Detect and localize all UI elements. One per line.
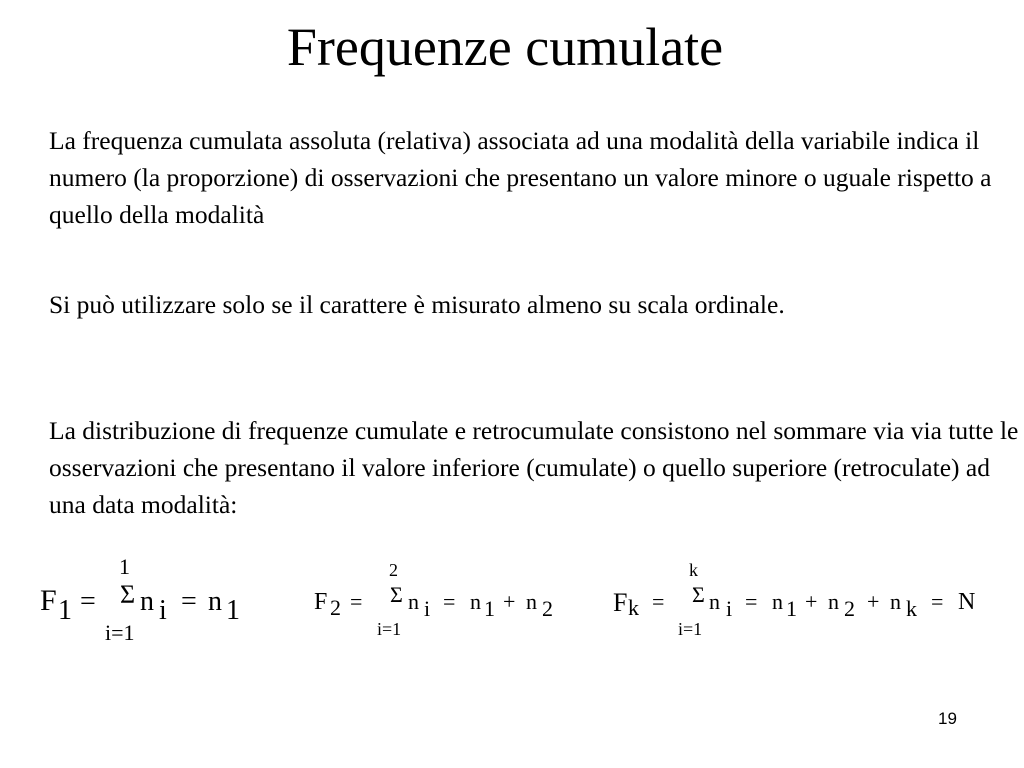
f2-sigma: Σ	[390, 582, 403, 607]
f1-F: F	[40, 584, 57, 617]
paragraph-definition: La frequenza cumulata assoluta (relativa) associata ad una modalità della variabile indica il numero (la proporzione) di osservazioni che presentano un valore minore o uguale rispetto a quello della modalità	[49, 126, 992, 229]
fk-nk: n	[890, 589, 901, 614]
f1-sum-lower: i=1	[105, 620, 135, 645]
f2-n1: n	[470, 589, 481, 614]
f1-n-sub: i	[159, 595, 167, 626]
f1-F-sub: 1	[58, 595, 72, 626]
page-number: 19	[938, 709, 957, 728]
fk-n2-sub: 2	[844, 596, 855, 621]
f1-equals: =	[80, 586, 96, 617]
fk-F: F	[613, 588, 628, 617]
f2-equals: =	[350, 589, 363, 614]
fk-sum-lower: i=1	[678, 619, 703, 639]
fk-equals-2: =	[745, 589, 758, 614]
f2-sum-upper: 2	[389, 560, 398, 580]
f1-rhs-n: n	[208, 586, 222, 617]
f2-plus: +	[503, 589, 516, 614]
f1-rhs-sub: 1	[226, 595, 240, 626]
f2-F-sub: 2	[330, 595, 341, 620]
f1-sigma: Σ	[120, 580, 136, 609]
f2-n-sub: i	[424, 596, 431, 621]
fk-n: n	[709, 589, 720, 614]
paragraph-usage: Si può utilizzare solo se il carattere è misurato almeno su scala ordinale.	[49, 290, 785, 319]
f2-sum-lower: i=1	[377, 619, 402, 639]
fk-equals: =	[652, 589, 665, 614]
fk-n1-sub: 1	[786, 596, 797, 621]
slide-title: Frequenze cumulate	[286, 17, 724, 77]
fk-F-sub: k	[628, 595, 639, 620]
fk-sigma: Σ	[692, 582, 705, 607]
f1-sum-upper: 1	[119, 554, 130, 579]
paragraph-distribution: La distribuzione di frequenze cumulate e retrocumulate consistono nel sommare via via tutte le osservazioni che presentano il valore inferiore (cumulate) o quello superiore (retroculate) ad una data modalità:	[49, 416, 1019, 519]
fk-equals-3: =	[931, 589, 944, 614]
f2-n2: n	[526, 589, 537, 614]
fk-plus-2: +	[867, 589, 880, 614]
f2-equals-2: =	[443, 589, 456, 614]
fk-n-sub: i	[726, 596, 733, 621]
f2-n2-sub: 2	[542, 596, 553, 621]
fk-plus-1: +	[805, 589, 818, 614]
f2-F: F	[314, 589, 328, 615]
f1-n: n	[140, 586, 154, 617]
fk-N: N	[958, 589, 976, 615]
f2-n1-sub: 1	[484, 596, 495, 621]
f1-equals-2: =	[181, 586, 197, 617]
fk-nk-sub: k	[906, 596, 917, 621]
fk-n1: n	[772, 589, 783, 614]
fk-n2: n	[828, 589, 839, 614]
f2-n: n	[408, 589, 419, 614]
fk-sum-upper: k	[689, 560, 698, 580]
